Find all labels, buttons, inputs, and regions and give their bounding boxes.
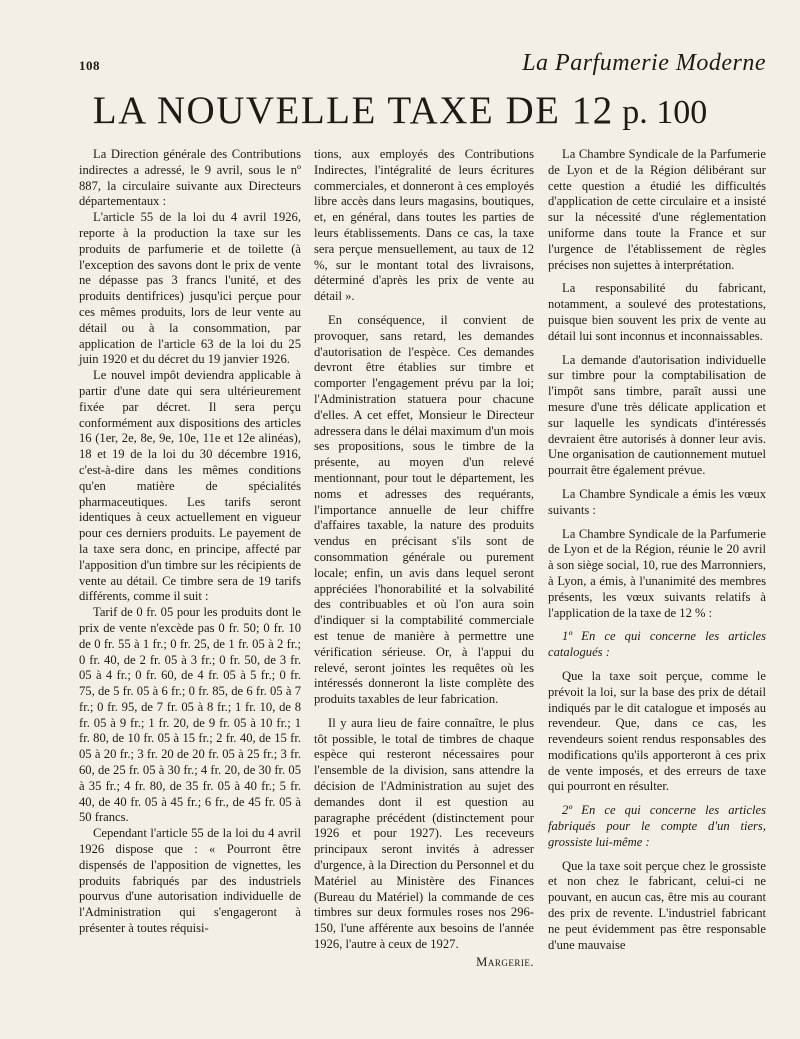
paragraph: Cependant l'article 55 de la loi du 4 avril 1926 dispose que : « Pourront être dispensés de l'apposition de vignettes, les produits fabriqués par des industriels pourvus d'une autorisation individuelle de l'Administration qui s'engageront à présenter à toutes réquisi- (79, 826, 301, 936)
paragraph: La Chambre Syndicale de la Parfumerie de Lyon et de la Région, réunie le 20 avril à son siège social, 10, rue des Marronniers, à Lyon, a émis, à l'unanimité des membres présents, les vœux suivants relatifs à l'application de la taxe de 12 % : (548, 526, 766, 620)
column-2 (314, 147, 534, 971)
section-heading: 2º En ce qui concerne les articles fabriqués pour le compte d'un tiers, grossiste lui-même : (548, 803, 766, 849)
paragraph: La Chambre Syndicale de la Parfumerie de Lyon et de la Région délibérant sur cette question a étudié les difficultés d'application de cette circulaire et a insisté sur la nécessité d'une réglementation uniforme dans toute la France et sur l'urgence de l'établissement de règles précises non sujettes à interprétation. (548, 147, 766, 272)
section-heading: 1º En ce qui concerne les articles catalogués : (548, 629, 766, 660)
paragraph: Que la taxe soit perçue, comme le prévoit la loi, sur la base des prix de détail indiqués par le dit catalogue et imposés au revendeur. Que, dans ce cas, les revendeurs soient rendus responsables des modifications qu'ils apporteront à ces prix de vente imposés, et des erreurs de taxe qui pourront en résulter. (548, 668, 766, 794)
paragraph: La Chambre Syndicale a émis les vœux suivants : (548, 486, 766, 517)
paragraph: Que la taxe soit perçue chez le grossiste et non chez le fabricant, celui-ci ne pouvant, en aucun cas, être mis au courant des prix de revente. L'industriel fabricant ne peut évidemment pas être responsable d'une mauvaise (548, 858, 766, 952)
column-3 (548, 147, 766, 953)
paragraph: L'article 55 de la loi du 4 avril 1926, reporte à la production la taxe sur les produits de parfumerie et de toilette (à l'exception des savons dont le prix de vente ne dépasse pas 3 francs l'unité, et des produits dentifrices) jusqu'ici perçue pour ces mêmes produits, lors de leur vente au détail ou à la consommation, par application de l'article 63 de la loi du 25 juin 1920 et du décret du 19 janvier 1926. (79, 210, 301, 367)
article-title-suffix: p. 100 (613, 94, 708, 131)
paragraph: En conséquence, il convient de provoquer, sans retard, les demandes d'autorisation de l'espèce. Ces demandes devront être établies sur timbre et comporter l'engagement prévu par la loi; l'Administration statuera pour chacune d'elles. A cet effet, Monsieur le Directeur adressera dans le délai maximum d'un mois ses propositions, sous le timbre de la présente, au moyen d'un relevé mentionnant, pour tout le département, les noms et adresses des requérants, l'importance annuelle de leur chiffre d'affaires taxable, la nature des produits vendus en précisant s'ils sont de consommation générale ou purement locale; enfin, un avis dans lequel seront appréciées l'honorabilité et la solvabilité des contribuables et où l'on aura soin d'indiquer si la comptabilité commerciale est tenue de manière à permettre une vérification sérieuse. Or, à l'appui du relevé, seront jointes les requêtes où les intéressés donneront la liste complète des produits taxables de leur fabrication. (314, 312, 534, 707)
running-head: La Parfumerie Moderne (522, 50, 766, 76)
paragraph: Tarif de 0 fr. 05 pour les produits dont le prix de vente n'excède pas 0 fr. 50; 0 fr. 10 de 0 fr. 55 à 1 fr.; 0 fr. 25, de 1 fr. 05 à 2 fr.; 0 fr. 40, de 2 fr. 05 à 3 fr.; 0 fr. 50, de 3 fr. 05 à 4 fr.; 0 fr. 60, de 4 fr. 05 à 5 fr.; 0 fr. 75, de 5 fr. 05 à 6 fr.; 0 fr. 85, de 6 fr. 05 à 7 fr.; 0 fr. 95, de 7 fr. 05 à 8 fr.; 1 fr. 10, de 8 fr. 05 à 9 fr.; 1 fr. 20, de 9 fr. 05 à 10 fr.; 1 fr. 80, de 10 fr. 05 à 15 fr.; 2 fr. 40, de 15 fr. 05 à 20 fr.; 3 fr. 20 de 20 fr. 05 à 25 fr.; 3 fr. 60, de 25 fr. 05 à 30 fr.; 4 fr. 20, de 30 fr. 05 à 35 fr.; 4 fr. 80, de 35 fr. 05 à 40 fr.; 5 fr. 40, de 40 fr. 05 à 45 fr.; 6 fr., de 45 fr. 05 à 50 francs. (79, 605, 301, 825)
signature: Margerie. (476, 954, 534, 969)
paragraph: Le nouvel impôt deviendra applicable à partir d'une date qui sera ultérieurement fixée par décret. Il sera perçu conformément aux dispositions des articles 16 (1er, 2e, 8e, 9e, 10e, 11e et 12e alinéas), 18 et 19 de la loi du 30 décembre 1916, c'est-à-dire dans les mêmes conditions qu'en matière de spécialités pharmaceutiques. Les tarifs seront identiques à ceux actuellement en vigueur pour ces derniers produits. Le payement de la taxe sera donc, en principe, affecté par l'apposition d'un timbre sur les récipients de vente au détail. Ce timbre sera de 19 tarifs différents, comme il suit : (79, 368, 301, 604)
paragraph: La demande d'autorisation individuelle sur timbre pour la comptabilisation de l'impôt sans timbre, paraît aussi une mesure d'une très délicate application et sur laquelle les syndicats d'intéressés devraient être autorisés à donner leur avis. Une organisation de cautionnement mutuel pourrait être également prévue. (548, 352, 766, 478)
article-title (0, 88, 800, 133)
paragraph: La Direction générale des Contributions indirectes a adressé, le 9 avril, sous le nº 887, la circulaire suivante aux Directeurs départementaux : (79, 147, 301, 209)
column-1 (79, 147, 301, 937)
paragraph: La responsabilité du fabricant, notamment, a soulevé des protestations, puisque bien souvent les prix de vente au détail lui sont inconnus et inconnaissables. (548, 281, 766, 343)
article-title-main: LA NOUVELLE TAXE DE 12 (92, 89, 614, 132)
paragraph: Il y aura lieu de faire connaître, le plus tôt possible, le total de timbres de chaque espèce qui resteront nécessaires pour l'ensemble de la division, sans attendre la décision de l'Administration au sujet des demandes dont il est question au paragraphe précédent (distinctement pour 1926 et pour 1927). Les receveurs principaux seront invités à adresser d'urgence, à la Direction du Personnel et du Matériel au Ministère des Finances (Bureau du Matériel) la commande de ces timbres sur deux formules roses nos 296-150, l'une afférente aux besoins de l'année 1926, l'autre à ceux de 1927. (314, 715, 534, 952)
page-number: 108 (79, 58, 100, 73)
paragraph: tions, aux employés des Contributions Indirectes, l'intégralité de leurs écritures commerciales, et donneront à ces employés libre accès dans leurs magasins, boutiques, et, en général, dans toutes les parties de leurs établissements. Dans ce cas, la taxe sera perçue mensuellement, au taux de 12 %, sur le montant total des livraisons, déterminé d'après les prix de vente au détail ». (314, 147, 534, 304)
